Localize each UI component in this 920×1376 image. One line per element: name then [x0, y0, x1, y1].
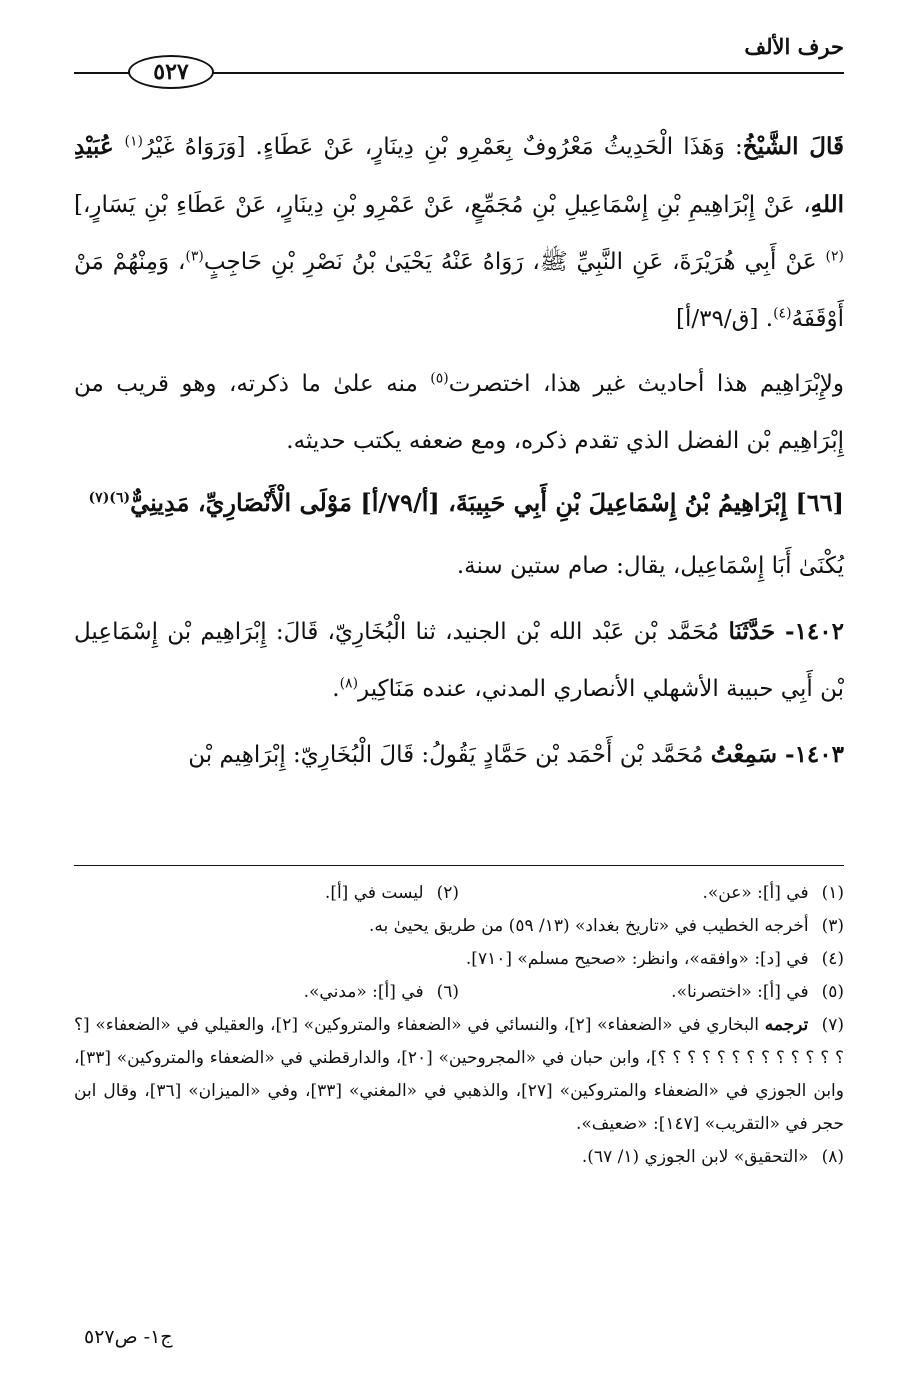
footnote-number: (٥) [821, 982, 844, 1002]
p2-text-a: ولإِبْرَاهِيم هذا أحاديث غير هذا، اختصرت [448, 371, 844, 397]
footnote-text: في [د]: «وافقه»، وانظر: «صحيح مسلم» [٧١٠]. [465, 949, 809, 969]
footnote-text: في [أ]: «مدني». [303, 982, 424, 1002]
p4-text-b: . [332, 676, 340, 702]
footnote-1 [459, 877, 844, 910]
narrator-name: عُبَيْدِ اللهِ [74, 133, 844, 218]
paragraph-1 [74, 118, 844, 348]
footnote-8 [74, 1141, 844, 1174]
p4-text-a: مُحَمَّد بْن عَبْد الله بْن الجنيد، ثنا الْبُخَارِيّ، قَالَ: إِبْرَاهِيم بْن إِسْمَاعِيل بْن أَبِي حبيبة الأشهلي الأنصاري المدني، عنده مَنَاكِير [74, 619, 844, 702]
footnote-ref-1: (١) [124, 133, 143, 150]
footnote-5 [459, 976, 844, 1009]
p1-text-c: عَنْ أَبِي هُرَيْرَةَ، عَنِ النَّبِيِّ ﷺ، رَوَاهُ عَنْهُ يَحْيَىٰ بْنُ نَصْرِ بْنِ حَاجِبٍ [203, 249, 826, 275]
footnote-number: (٦) [436, 982, 459, 1002]
p5-text-a: مُحَمَّد بْن أَحْمَد بْن حَمَّادٍ يَقُولُ: قَالَ الْبُخَارِيّ: إِبْرَاهِيم بْن [188, 742, 711, 768]
footnote-2 [74, 877, 459, 910]
hadith-1402 [74, 603, 844, 718]
footnote-text: البخاري في «الضعفاء» [٢]، والنسائي في «الضعفاء والمتروكين» [٢]، والعقيلي في «الضعفاء» [؟ ؟ ؟ ؟ ؟ ؟ ؟ ؟ ؟ ؟ ؟ ؟ ؟ ؟]، وابن حبان في «المجروحين» [٢٠]، والدارقطني في «الضعفاء والمتروكين» [٣٣]، وابن الجوزي في «الضعفاء والمتروكين» [٢٧]، والذهبي في «المغني» [٣٣]، وفي «الميزان» [٣٦]، وقال ابن حجر في «التقريب» [١٤٧]: «ضعيف». [74, 1015, 844, 1134]
hadith-1403 [74, 726, 844, 784]
footnote-text: في [أ]: «اختصرنا». [671, 982, 809, 1002]
p1-text-a: : وَهَذَا الْحَدِيثُ مَعْرُوفٌ بِعَمْرِو بْنِ دِينَارٍ، عَنْ عَطَاءٍ. [وَرَوَاهُ غَيْرُ [142, 134, 743, 160]
page-number-badge: ٥٢٧ [128, 55, 214, 89]
footnote-ref-4: (٤) [773, 305, 792, 322]
p2-text-b: منه علىٰ ما ذكرته، وهو قريب من إِبْرَاهِيم بْن الفضل الذي تقدم ذكره، ومع ضعفه يكتب حديثه. [74, 371, 844, 454]
footnotes [74, 877, 844, 1174]
footnote-row [74, 976, 844, 1009]
footnote-text: «التحقيق» لابن الجوزي (١/ ٦٧). [581, 1147, 809, 1167]
samitu: سَمِعْتُ [710, 741, 778, 768]
entry-heading [74, 478, 844, 528]
entry-heading-text: [٦٦] إِبْرَاهِيمُ بْنُ إِسْمَاعِيلَ بْنِ أَبِي حَبِيبَةَ، [أ/٧٩/أ] مَوْلَى الْأَنْصَارِيِّ، مَدِينِيٌّ [130, 488, 844, 517]
footnote-ref-5: (٥) [430, 370, 449, 387]
footnote-ref-2: (٢) [825, 248, 844, 265]
footnote-ref-8: (٨) [339, 675, 359, 692]
footnote-number: (٢) [436, 883, 459, 903]
footnote-6 [74, 976, 459, 1009]
footnote-7 [74, 1009, 844, 1141]
footnote-row [74, 877, 844, 910]
footnote-4 [74, 943, 844, 976]
p1-text-d: ، وَمِنْهُمْ مَنْ أَوْقَفَهُ [74, 249, 844, 332]
page-footer: ج١- ص٥٢٧ [84, 1326, 173, 1348]
footnote-lead: ترجمه [764, 1015, 809, 1035]
p1-text-b: ، عَنْ إِبْرَاهِيمِ بْنِ إِسْمَاعِيلِ بْنِ مُجَمِّعٍ، عَنْ عَمْرِو بْنِ دِينَارٍ، عَنْ عَطَاءِ بْنِ يَسَارٍ،] [74, 192, 811, 218]
footnote-ref-3: (٣) [185, 248, 204, 265]
footnote-ref-6-7: (٦)(٧) [88, 490, 131, 506]
footnote-text: في [أ]: «عن». [702, 883, 809, 903]
paragraph-2 [74, 356, 844, 470]
hadith-number-1402: ١٤٠٢- [775, 618, 844, 645]
sheikh-said: قَالَ الشَّيْخُ [742, 133, 844, 160]
footnote-rule [74, 865, 844, 866]
footnote-3 [74, 910, 844, 943]
main-text [74, 118, 844, 792]
footnote-number: (٧) [821, 1015, 844, 1035]
p1-text-e: . [ق/٣٩/أ] [676, 306, 774, 332]
footnote-text: ليست في [أ]. [324, 883, 424, 903]
footnote-text: أخرجه الخطيب في «تاريخ بغداد» (١٣/ ٥٩) من طريق يحيىٰ به. [368, 916, 809, 936]
hadith-number-1403: ١٤٠٣- [777, 741, 844, 768]
p3-text: يُكْنَىٰ أَبَا إِسْمَاعِيل، يقال: صام ستين سنة. [456, 553, 844, 579]
haddathana: حَدَّثَنَا [728, 618, 776, 645]
footnote-number: (٨) [821, 1147, 844, 1167]
paragraph-3 [74, 538, 844, 595]
running-header: حرف الألف [744, 34, 844, 59]
footnote-number: (٣) [821, 916, 844, 936]
footnote-number: (١) [821, 883, 844, 903]
footnote-number: (٤) [821, 949, 844, 969]
